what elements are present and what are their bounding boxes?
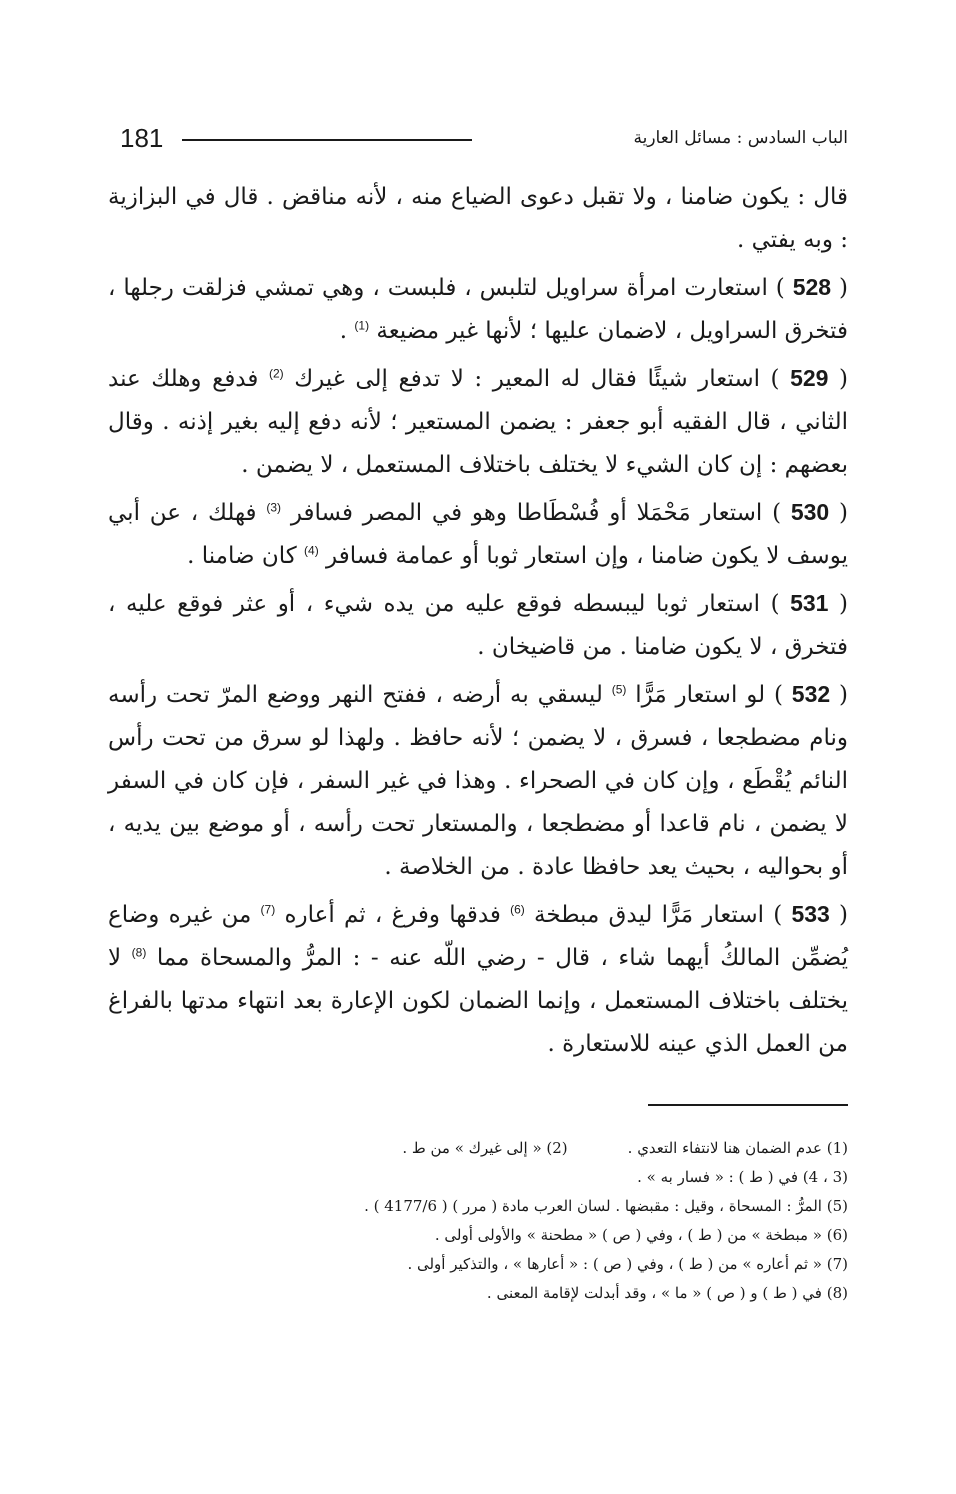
paragraph [108,176,848,262]
page-number: 181 [120,123,164,153]
paragraph-text: ليسقي به أرضه ، ففتح النهر ووضع المرّ تحت رأسه ونام مضطجعا ، فسرق ، لا يضمن ؛ لأنه حافظ . ولهذا لو سرق من تحت رأس النائم يُقْطَع ، وإن كان في الصحراء . وهذا في غير السفر ، فإن كان في السفر لا يضمن ، نام قاعدا أو مضطجعا ، والمستعار تحت رأسه ، أو موضع بين يديه ، أو بحواليه ، بحيث يعد حافظا عادة . من الخلاصة . [108,682,848,880]
footnote-rule [648,1104,848,1106]
paragraph-number: 530 [790,499,830,525]
footnote-ref[interactable]: (7) [260,902,276,917]
paragraph-text: استعار ثوبا ليبسطه فوقع عليه من يده شيء ، أو عثر فوقع عليه ، فتخرق ، لا يكون ضامنا . من قاضيخان . [108,591,848,660]
paragraph-531: ( 531 ) استعار ثوبا ليبسطه فوقع عليه من يده شيء ، أو عثر فوقع عليه ، فتخرق ، لا يكون ضامنا . من قاضيخان . [108,590,848,660]
footnote-1: (1) عدم الضمان هنا لانتفاء التعدي . [627,1139,848,1157]
footnotes [108,1134,848,1308]
paragraph-text: استعار مَرًّا ليدق مبطخة [534,902,765,928]
paragraph-530: ( 530 ) استعار مَحْمَلا أو فُسْطَاطا وهو في المصر فسافر $^{(3)}$ فهلك ، عن أبي يوسف لا يكون ضامنا ، وإن استعار ثوبا أو عمامة فسافر $^{(4)}$ كان ضامنا . [108,499,848,569]
body-text [108,176,848,1070]
paragraph-text: من غيره وضاع يُضمِّن المالكُ أيهما شاء ، قال - رضي اللّه عنه - : المرُّ والمسحاة مما [108,902,848,971]
footnote-ref[interactable]: (6) [510,902,525,917]
paragraph-text: فهلك ، عن أبي يوسف لا يكون ضامنا ، وإن استعار ثوبا أو عمامة فسافر [108,500,848,569]
footnote-6: (6) « مبطخة » من ( ط ) ، وفي ( ص ) « مطحنة » والأولى أولى . [434,1226,848,1244]
footnote-3-4: (3 ، 4) في ( ط ) : « فسار به » . [637,1168,848,1186]
footnote-ref[interactable]: (2) [268,366,284,381]
paragraph-number: 531 [790,590,829,616]
footnote-row [108,1134,848,1163]
header-rule [182,139,472,141]
paragraph-number: 528 [792,274,832,300]
footnote-ref[interactable]: (4) [304,543,319,558]
paragraph-text: قال : يكون ضامنا ، ولا تقبل دعوى الضياع منه ، لأنه مناقض . قال في البزازية : وبه يفتي . [108,184,848,253]
paragraph-number: 533 [791,901,830,927]
footnote-ref[interactable]: (5) [611,682,627,697]
paragraph-text: فدفع وهلك عند الثاني ، قال الفقيه أبو جعفر : يضمن المستعير ؛ لأنه دفع إليه بغير إذنه . وقال بعضهم : إن كان الشيء لا يختلف باختلاف المستعمل ، لا يضمن . [108,366,848,478]
paragraph-text: استعارت امرأة سراويل لتلبس ، فلبست ، وهي تمشي فزلقت رجلها ، فتخرق السراويل ، لاضمان عليها ؛ لأنها غير مضيعة [108,275,848,344]
paragraph-number: 532 [791,681,831,707]
paragraph-text: لا يختلف باختلاف المستعمل ، وإنما الضمان لكون الإعارة بعد انتهاء مدتها بالفراغ من العمل الذي عينه للاستعارة . [108,945,848,1057]
paragraph-text: استعار شيئًا فقال له المعير : لا تدفع إلى غيرك [294,366,760,392]
footnote-5: (5) المرُّ : المسحاة ، وقيل : مقبضها . لسان العرب مادة ( مرر ) ( 4177/6 ) . [364,1197,848,1215]
footnote-ref[interactable]: (3) [266,500,282,515]
footnote-7: (7) « ثم أعاره » من ( ط ) ، وفي ( ص ) : « أعارها » ، والتذكير أولى . [407,1255,848,1273]
paragraph-text: . [339,318,355,344]
paragraph-number: 529 [790,365,829,391]
paragraph-528: ( 528 ) استعارت امرأة سراويل لتلبس ، فلبست ، وهي تمشي فزلقت رجلها ، فتخرق السراويل ، لاضمان عليها ؛ لأنها غير مضيعة $^{(1)}$ . [108,274,848,344]
paragraph-text: كان ضامنا . [187,543,305,569]
chapter-title: الباب السادس : مسائل العارية [633,128,848,148]
footnote-2: (2) « إلى غيرك » من ط . [402,1139,568,1157]
page-header [120,118,848,158]
paragraph-532: ( 532 ) لو استعار مَرًّا $^{(5)}$ ليسقي به أرضه ، ففتح النهر ووضع المرّ تحت رأسه ونام مضطجعا ، فسرق ، لا يضمن ؛ لأنه حافظ . ولهذا لو سرق من تحت رأس النائم يُقْطَع ، وإن كان في الصحراء . وهذا في غير السفر ، فإن كان في السفر لا يضمن ، نام قاعدا أو مضطجعا ، والمستعار تحت رأسه ، أو موضع بين يديه ، أو بحواليه ، بحيث يعد حافظا عادة . من الخلاصة . [108,681,848,880]
paragraph-text: لو استعار مَرًّا [635,682,766,708]
paragraph-text: استعار مَحْمَلا أو فُسْطَاطا وهو في المصر فسافر [290,500,763,526]
footnote-8: (8) في ( ط ) و ( ص ) « ما » ، وقد أبدلت لإقامة المعنى . [486,1284,848,1302]
footnote-ref[interactable]: (1) [354,318,370,333]
paragraph-text: فدقها وفرغ ، ثم أعاره [284,902,511,928]
footnote-ref[interactable]: (8) [131,945,147,960]
paragraph-529: ( 529 ) استعار شيئًا فقال له المعير : لا تدفع إلى غيرك $^{(2)}$ فدفع وهلك عند الثاني ، قال الفقيه أبو جعفر : يضمن المستعير ؛ لأنه دفع إليه بغير إذنه . وقال بعضهم : إن كان الشيء لا يختلف باختلاف المستعمل ، لا يضمن . [108,365,848,478]
paragraph-533: ( 533 ) استعار مَرًّا ليدق مبطخة $^{(6)}$ فدقها وفرغ ، ثم أعاره $^{(7)}$ من غيره وضاع يُضمِّن المالكُ أيهما شاء ، قال - رضي اللّه عنه - : المرُّ والمسحاة مما $^{(8)}$ لا يختلف باختلاف المستعمل ، وإنما الضمان لكون الإعارة بعد انتهاء مدتها بالفراغ من العمل الذي عينه للاستعارة . [108,901,848,1057]
